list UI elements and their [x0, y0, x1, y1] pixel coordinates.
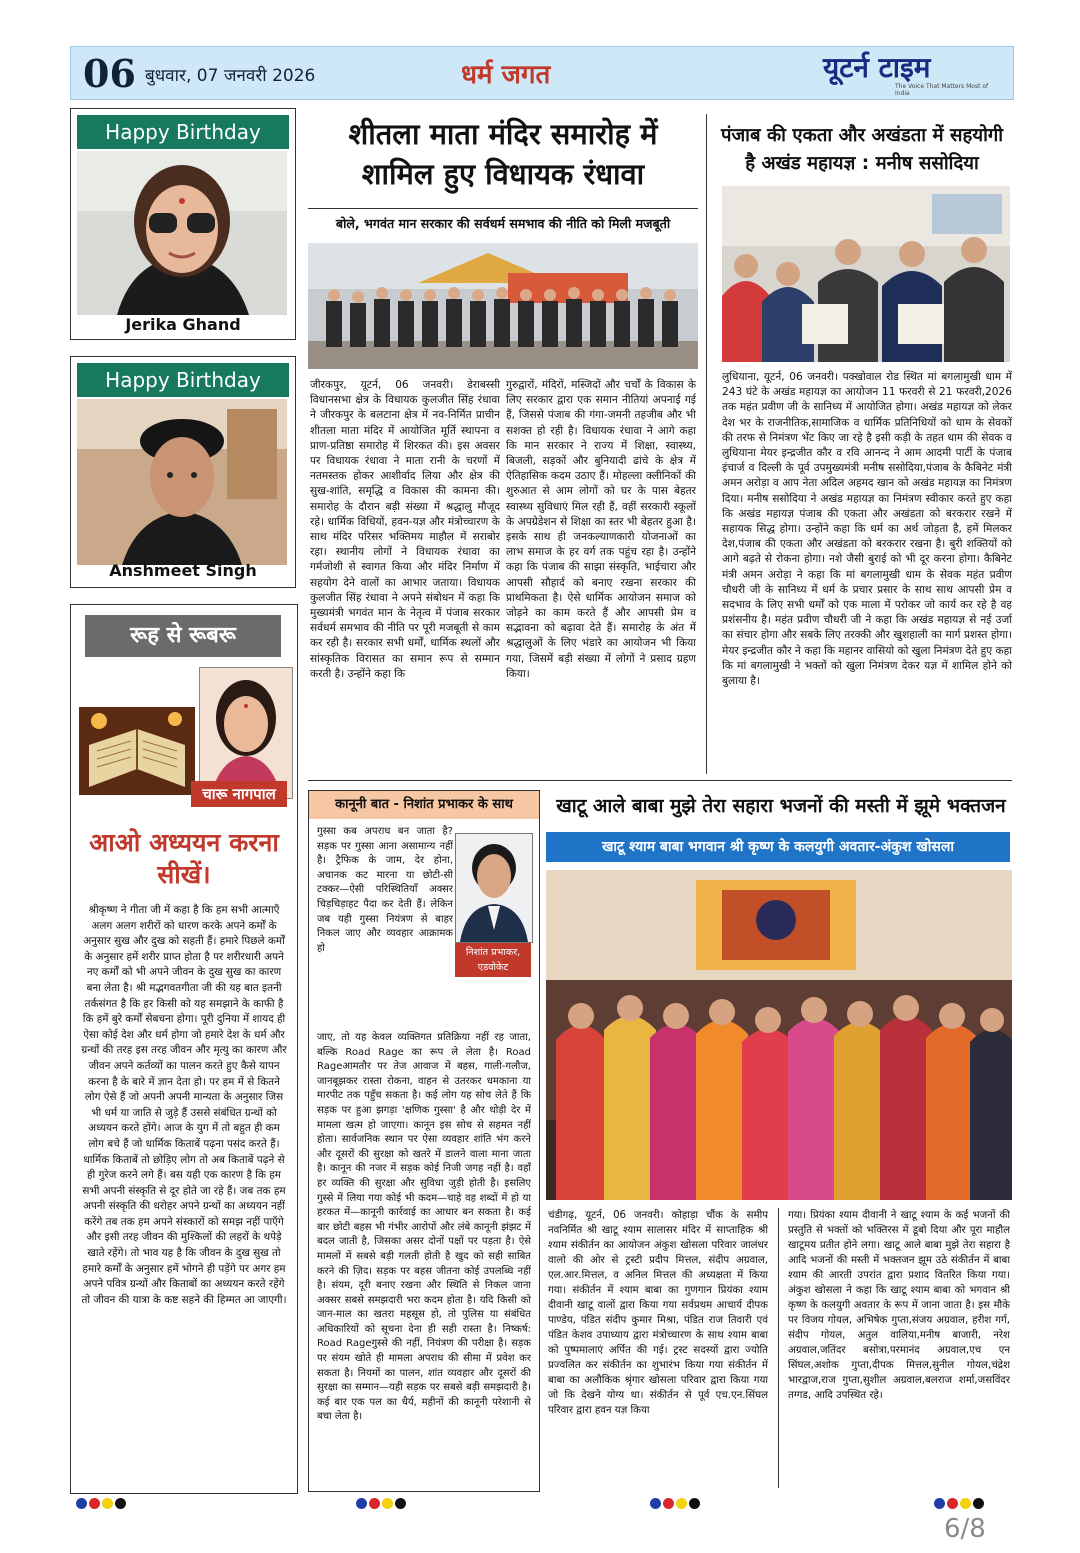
birthday-box-1: [70, 108, 296, 340]
birthday-band: Happy Birthday: [77, 363, 289, 397]
newspaper-page: [58, 38, 1020, 1508]
column-divider: [706, 114, 707, 774]
article3-photo: [546, 870, 1012, 1200]
book-photo: [79, 707, 195, 795]
legal-title-band: [309, 791, 539, 819]
article3-headline: खाटू आले बाबा मुझे तेरा सहारा भजनों की मस्ती में झूमे भक्तजन: [556, 795, 1006, 817]
registration-dots: [76, 1494, 128, 1513]
column-headline: आओ अध्ययन करना सीखें।: [89, 828, 279, 889]
logo-tagline: The Voice That Matters Most of India: [895, 83, 989, 97]
column-divider: [778, 1208, 779, 1488]
registration-dots: [650, 1494, 702, 1513]
registration-dots: [934, 1494, 986, 1513]
newspaper-logo: [823, 51, 1003, 97]
article2-headline: पंजाब की एकता और अखंडता में सहयोगी है अखंड महायज्ञ : मनीष ससोदिया: [720, 125, 1004, 174]
article3-col2: गया। प्रियंका श्याम दीवानी ने खाटू श्याम के कई भजनों की प्रस्तुति से भक्तों को भक्तिरस में डूबो दिया और पूरा माहौल खाटूमय प्रतीत होने लगा। खाटू आले बाबा मुझे तेरा सहारा है आदि भजनों की मस्ती में भक्तजन झूम उठे संकीर्तन में बाबा श्याम की आरती उपरांत द्वारा प्रशाद वितरित किया गया। अंकुश खोसला ने कहा कि खाटू श्याम बाबा को भगवान श्री कृष्ण के कलयुगी अवतार के रूप में जाना जाता है। इस मौके पर विजय गोयल, अभिषेक गुप्ता,संजय अग्रवाल, हरीश गर्ग, संदीप गोयल, अतुल वालिया,मनीष बाजारी, नरेश अग्रवाल,जतिंदर बसोत्रा,परमानंद अग्रवाल,एच एन सिंघल,अशोक गुप्ता,दीपक मित्तल,सुनील गोयल,चंद्रेश भारद्वाज,राज गुप्ता,सुशील अग्रवाल,बलराज शर्मा,जसविंदर तग्गड, आदि उपस्थित रहे।: [788, 1210, 1010, 1401]
logo-text: यूटर्न टाइम: [823, 51, 931, 84]
birthday-name: Jerika Ghand: [125, 315, 241, 334]
article3-col1: चंडीगढ़, यूटर्न, 06 जनवरी। कोहाड़ा चौंक के समीप नवनिर्मित श्री खाटू श्याम सालासर मंदिर में साप्ताहिक श्री श्याम संकीर्तन का आयोजन अंकुश खोसला परिवार जालंधर वालो की ओर से ट्रस्टी प्रदीप मित्तल, संदीप अग्रवाल, एल.आर.मित्तल, व अनिल मित्तल की अध्यक्षता में किया गया। संकीर्तन में श्याम बाबा का गुणगान प्रियंका श्याम दीवानी खाटू वालों द्वारा किया गया सर्वप्रथम आचार्य दीपक पाण्डेय, पंडित संदीप कुमार मिश्रा, पंडित राज तिवारी एवं पंडित केशव उपाध्याय द्वारा मंत्रोच्चारण के साथ श्याम बाबा को पुष्पमालाएं अर्पित की गई। ट्रस्ट सदस्यों द्वारा ज्योति प्रज्वलित कर संकीर्तन का शुभारंभ किया गया संकीर्तन में बाबा का अलौकिक श्रृंगार खोसला परिवार द्वारा किया गया जो कि देखने योग्य था। संकीर्तन से पूर्व एच.एन.सिंघल परिवार द्वारा हवन यज्ञ किया: [548, 1210, 768, 1416]
page-header: [70, 46, 1014, 100]
column-box: [70, 604, 298, 1494]
legal-box: [308, 790, 540, 1492]
issue-date: बुधवार, 07 जनवरी 2026: [145, 66, 316, 86]
legal-title: कानूनी बात - निशांत प्रभाकर के साथ: [335, 797, 513, 812]
legal-body: जाए, तो यह केवल व्यक्तिगत प्रतिक्रिया नहीं रह जाता, बल्कि Road Rage का रूप ले लेता है। Road Rageआमतौर पर तेज आवाज में बहस, गाली-गलौज, जानबूझकर रास्ता रोकना, वाहन से उतरकर धमकाना या मारपीट तक पहुँच सकता है। कई लोग यह सोच लेते हैं कि सड़क पर हुआ झगड़ा 'क्षणिक गुस्सा' है और थोड़ी देर में मामला खत्म हो जाएगा। कानून इस सोच से सहमत नहीं होता। सार्वजनिक स्थान पर ऐसा व्यवहार शांति भंग करने और दूसरों की सुरक्षा को खतरे में डालने वाला माना जाता है। कानून की नजर में सड़क कोई निजी जगह नहीं है। वहाँ हर व्यक्ति की सुरक्षा और सुविधा जुड़ी होती है। इसलिए गुस्से में लिया गया कोई भी कदम—चाहे वह शब्दों में हो या हरकत में—कानूनी कार्रवाई का आधार बन सकता है। कई बार छोटी बहस भी गंभीर आरोपों और लंबे कानूनी झंझट में बदल जाती है, जिसका असर दोनों पक्षों पर पड़ता है। ऐसे मामलों में सबसे बड़ी गलती होती है खुद को सही साबित करने की ज़िद। सड़क पर बहस जीतना कोई उपलब्धि नहीं है। संयम, दूरी बनाए रखना और स्थिति से निकल जाना अक्सर सबसे समझदारी भरा कदम होता है। यदि किसी को जान-माल का खतरा महसूस हो, तो पुलिस या संबंधित अधिकारियों को सूचना देना ही सही रास्ता है। निष्कर्ष: Road Rageगुस्से की नहीं, नियंत्रण की परीक्षा है। सड़क पर संयम खोते ही मामला अपराध की सीमा में प्रवेश कर सकता है। नियमों का पालन, शांत व्यवहार और दूसरों की सुरक्षा का सम्मान—यही सड़क पर सबसे बड़ी समझदारी है। कई बार एक पल का धैर्य, महीनों की कानूनी परेशानी से बचा लेता है।: [317, 1032, 531, 1423]
author-band: [191, 781, 287, 807]
column-body: श्रीकृष्ण ने गीता जी में कहा है कि हम सभी आत्माएँ अलग अलग शरीरों को धारण करके अपने कर्मों के अनुसार सुख और दुख को सहती हैं। हमारे पिछले कर्मों के अनुसार हमें शरीर प्राप्त होता है पर शरीरधारी अपने नए कर्मों को भी अपने जीवन के दुख सुख का कारण बना लेता है। श्री मद्भगवतगीता जी की यह बात इतनी तर्कसंगत है कि हर किसी को यह समझाने के काफी है कि हमें बुरे कर्मों सेबचना होगा। पूरी दुनिया में शायद ही ऐसा कोई देश और धर्म होगा जो हमारे देश के धर्म और ग्रन्थों की तरह इस तरह जीवन और मृत्यु का कारण और जीवन अपने कर्तव्यों का पालन करते हुए कैसे यापन करना है के बारे में ज्ञान देता हो। पर हम में से कितने लोग ऐसे हैं जो अपनी अपनी मान्यता के अनुसार जिस भी धर्म या जाति से जुड़े हैं उससे संबंधित ग्रन्थों को अध्ययन करते होंगे। आज के युग में तो बहुत ही कम लोग बचे हैं जो धार्मिक किताबें पढ़ना पसंद करते हैं। धार्मिक किताबें तो छोड़िए लोग तो अब किताबें पढ़ने से ही गुरेज करने लगे हैं। बस यही एक कारण है कि हम सभी अपनी संस्कृति से दूर होते जा रहे हैं। जब तक हम अपनी संस्कृति की धरोहर अपने ग्रन्थों का अध्ययन नहीं करेंगे तब तक हम अपने संस्कारों को समझ नहीं पाएँगे और इसी तरह जीवन की मुश्किलों की लहरों के थपेड़े खाते रहेंगे। तो भाव यह है कि जीवन के दुख सुख तो हमारे कर्मों के अनुसार हमें भोगने ही पड़ेंगे पर अगर हम अपने पवित्र ग्रन्थों और किताबों का अध्ययन करते रहेंगे तो जीवन की यात्रा के कष्ट सहने की हिम्मत आ जाएगी।: [81, 904, 287, 1306]
article3-subhead-band: [546, 832, 1010, 862]
column-title-band: [85, 615, 281, 657]
birthday-band: Happy Birthday: [77, 115, 289, 149]
author-photo: [199, 667, 293, 799]
legal-author-band: [455, 943, 531, 977]
article2-photo: [722, 186, 1010, 362]
divider: [308, 208, 698, 209]
legal-author-caption: निशांत प्रभाकर, एडवोकेट: [465, 947, 521, 973]
legal-author-photo: [455, 833, 533, 943]
registration-dots: [356, 1494, 408, 1513]
birthday-box-2: [70, 356, 296, 588]
birthday-photo-1: [77, 151, 289, 315]
legal-intro: गुस्सा कब अपराध बन जाता है? सड़क पर गुस्सा आना असामान्य नहीं है। ट्रैफिक के जाम, देर होना, अचानक कट मारना या छोटी-सी टक्कर—ऐसी परिस्थितियाँ अक्सर चिड़चिड़ाहट पैदा कर देती हैं। लेकिन जब यही गुस्सा नियंत्रण से बाहर निकल जाए और व्यवहार आक्रामक हो: [317, 826, 453, 954]
page-indicator: 6/8: [944, 1514, 986, 1544]
divider: [308, 780, 1012, 781]
article1-col2: गुरुद्वारों, मंदिरों, मस्जिदों और चर्चों के विकास के लिए सरकार द्वारा एक समान नीतियां अपनाई गई हैं, जिससे पंजाब की गंगा-जमनी तहजीब और भी सशक्त हो रही है। विधायक रंधावा ने आगे कहा कि मान सरकार ने राज्य में शिक्षा, स्वास्थ्य, बिजली, सड़कों और बुनियादी ढांचे के क्षेत्र में ऐतिहासिक कदम उठाए हैं। मोहल्ला क्लीनिकों की शुरुआत से आम लोगों को घर के पास बेहतर स्वास्थ्य सुविधाएं मिल रही हैं, वहीं सरकारी स्कूलों के अपग्रेडेशन से शिक्षा का स्तर भी बेहतर हुआ है। इसके साथ ही जनकल्याणकारी योजनाओं का लाभ समाज के हर वर्ग तक पहुंच रहा है। उन्होंने कहा कि पंजाब की साझा संस्कृति, भाईचारा और आपसी सौहार्द को बनाए रखना सरकार की प्राथमिकता है। ऐसे धार्मिक आयोजन समाज को जोड़ने का काम करते हैं और आपसी प्रेम व सद्भावना को बढ़ावा देते हैं। समारोह के अंत में श्रद्धालुओं के लिए भंडारे का आयोजन भी किया गया, जिसमें बड़ी संख्या में लोगों ने प्रसाद ग्रहण किया।: [506, 379, 696, 680]
article1-headline: शीतला माता मंदिर समारोह में शामिल हुए विधायक रंधावा: [348, 117, 658, 191]
birthday-photo-2: [77, 399, 289, 565]
birthday-name: Anshmeet Singh: [109, 561, 257, 580]
article1-photo: [308, 243, 698, 369]
column-title: रूह से रूबरू: [130, 623, 236, 648]
column-author: चारू नागपाल: [202, 785, 276, 803]
article1-subhead: बोले, भगवंत मान सरकार की सर्वधर्म समभाव की नीति को मिली मजबूती: [335, 216, 671, 231]
article2-body: लुधियाना, यूटर्न, 06 जनवरी। पक्खोवाल रोड स्थित मां बगलामुखी धाम में 243 घंटे के अखंड महायज्ञ का आयोजन 11 फरवरी से 21 फरवरी,2026 तक महंत प्रवीण जी के सानिध्य में आयोजित होगा। अखंड महायज्ञ को लेकर देश भर के राजनीतिक,सामाजिक व धार्मिक प्रतिनिधियों को धाम के सेवकों की तरफ से निमंत्रण भेंट किए जा रहे है इसी कड़ी के तहत धाम की सेवक व लुधियाना मेयर इन्द्रजीत कौर व रवि आनन्द ने आम आदमी पार्टी के पंजाब इंचार्ज व दिल्ली के पूर्व उपमुख्यमंत्री मनीष ससोदिया,पंजाब के कैबिनेट मंत्री अमन अरोड़ा व आप नेता अदिल अहमद खान को अखंड महायज्ञ का निमंत्रण दिया। मनीष ससोदिया ने अखंड महायज्ञ का निमंत्रण स्वीकार करते हुए कहा कि अखंड महायज्ञ पंजाब की एकता और अखंडता को बरकरार रखने में सहायक सिद्ध होगा। उन्होंने कहा कि धर्म का अर्थ जोड़ता है, हमें मिलकर देश,पंजाब की एकता और अखंडता को बरकरार रखना है। बुरी शक्तियों को आगे बढ़ते से रोकना होगा। नशे जैसी बुराई को भी दूर करना होगा। कैबिनेट मंत्री अमन अरोड़ा ने कहा कि मां बगलामुखी धाम के सेवक महंत प्रवीण चौधरी जी के सानिध्य में धर्म के प्रचार प्रसार के साथ साथ आपसी प्रेम व सदभाव के लिए सभी धर्मों को एक माला में परोकर जो कार्य कर रहे है वह प्रशंसनीय है। महंत प्रवीण चौधरी जी ने कहा कि अखंड महायज्ञ से नई उर्जा का संचार होगा और सबके लिए तरक्की और खुशहाली का मार्ग प्रशस्त होगा। मेयर इन्द्रजीत कौर ने कहा कि महानर वासियो को खुला निमंत्रण देते हुए कहा कि मां बगलामुखी ने भक्तों को खुला निमंत्रण देकर यज्ञ में शामिल होने को बुलाया है।: [722, 371, 1012, 688]
article1-col1: जीरकपुर, यूटर्न, 06 जनवरी। डेराबस्सी विधानसभा क्षेत्र के विधायक कुलजीत सिंह रंधावा ने जीरकपुर के बलटाना क्षेत्र में नव-निर्मित प्राचीन शीतला माता मंदिर में आयोजित मूर्ति स्थापना व प्राण-प्रतिष्ठा समारोह में शिरकत की। इस अवसर पर विधायक रंधावा ने माता रानी के चरणों में नतमस्तक होकर आशीर्वाद लिया और क्षेत्र की सुख-शांति, समृद्धि व विकास की कामना की। समारोह के दौरान बड़ी संख्या में श्रद्धालु मौजूद रहे। धार्मिक विधियों, हवन-यज्ञ और मंत्रोच्चारण के साथ मंदिर परिसर भक्तिमय माहौल में सराबोर रहा। स्थानीय लोगों ने विधायक रंधावा का गर्मजोशी से स्वागत किया और मंदिर निर्माण में सहयोग देने वालों का आभार जताया। विधायक कुलजीत सिंह रंधावा ने अपने संबोधन में कहा कि मुख्यमंत्री भगवंत मान के नेतृत्व में पंजाब सरकार सर्वधर्म समभाव की नीति पर पूरी मजबूती से काम कर रही है। सरकार सभी धर्मों, धार्मिक स्थलों और सांस्कृतिक विरासत का समान रूप से सम्मान करती है। उन्होंने कहा कि: [310, 379, 500, 680]
section-title: धर्म जगत: [461, 60, 551, 90]
page-number: 06: [83, 51, 136, 96]
article3-subhead: खाटू श्याम बाबा भगवान श्री कृष्ण के कलयुगी अवतार-अंकुश खोसला: [601, 839, 954, 855]
